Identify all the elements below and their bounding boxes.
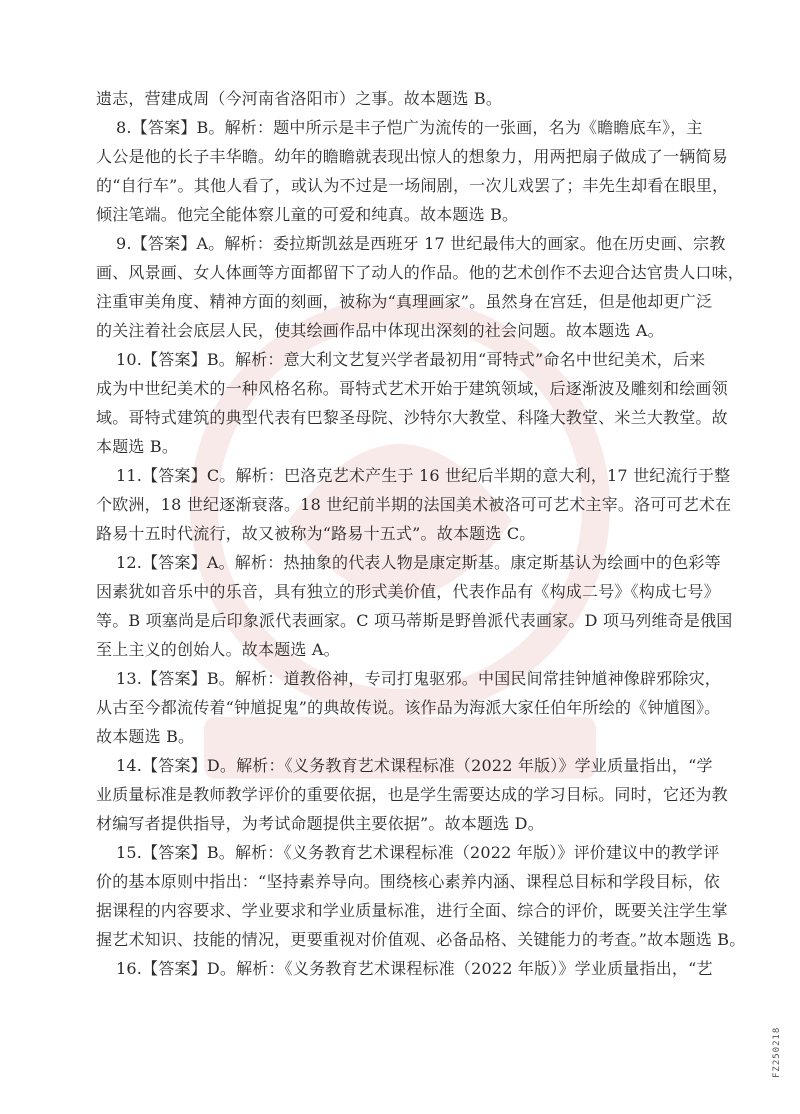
text-line: 故本题选 B。 (96, 727, 195, 746)
question-answer-start-line: 8.【答案】B。解析：题中所示是丰子恺广为流传的一张画，名为《瞻瞻底车》，主 (116, 118, 703, 137)
text-line: 的关注着社会底层人民，使其绘画作品中体现出深刻的社会问题。故本题选 A。 (96, 321, 664, 340)
text-line: 遗志，营建成周（今河南省洛阳市）之事。故本题选 B。 (96, 89, 503, 108)
text-line: 至上主义的创始人。故本题选 A。 (96, 640, 340, 659)
text-line: 倾注笔端。他完全能体察儿童的可爱和纯真。故本题选 B。 (96, 205, 519, 224)
text-line: 从古至今都流传着“钟馗捉鬼”的典故传说。该作品为海派大家任伯年所绘的《钟馗图》。 (96, 698, 721, 717)
text-line: 握艺术知识、技能的情况，更要重视对价值观、必备品格、关键能力的考查。”故本题选 B。 (96, 930, 746, 949)
text-line: 域。哥特式建筑的典型代表有巴黎圣母院、沙特尔大教堂、科隆大教堂、米兰大教堂。故 (96, 408, 728, 427)
answer-explanations (96, 84, 746, 983)
question-answer-start-line: 15.【答案】B。解析：《义务教育艺术课程标准（2022 年版）》评价建议中的教学评 (116, 843, 720, 862)
question-answer-start-line: 13.【答案】B。解析：道教俗神，专司打鬼驱邪。中国民间常挂钟馗神像辟邪除灾， (116, 669, 722, 688)
question-answer-start-line: 10.【答案】B。解析：意大利文艺复兴学者最初用“哥特式”命名中世纪美术，后来 (116, 350, 706, 369)
question-answer-start-line: 12.【答案】A。解析：热抽象的代表人物是康定斯基。康定斯基认为绘画中的色彩等 (116, 553, 721, 572)
text-line: 路易十五时代流行，故又被称为“路易十五式”。故本题选 C。 (96, 524, 536, 543)
text-line: 个欧洲，18 世纪逐渐衰落。18 世纪前半期的法国美术被洛可可艺术主宰。洛可可艺术在 (96, 495, 732, 514)
question-answer-start-line: 14.【答案】D。解析：《义务教育艺术课程标准（2022 年版）》学业质量指出，“学 (116, 756, 713, 775)
text-line: 画、风景画、女人体画等方面都留下了动人的作品。他的艺术创作不去迎合达官贵人口味， (96, 263, 745, 282)
text-line: 本题选 B。 (96, 437, 179, 456)
text-line: 等。B 项塞尚是后印象派代表画家。C 项马蒂斯是野兽派代表画家。D 项马列维奇是俄国 (96, 611, 733, 630)
text-line: 材编写者提供指导，为考试命题提供主要依据”。故本题选 D。 (96, 814, 544, 833)
question-answer-start-line: 11.【答案】C。解析：巴洛克艺术产生于 16 世纪后半期的意大利，17 世纪流行于整 (116, 466, 731, 485)
text-line: 成为中世纪美术的一种风格名称。哥特式艺术开始于建筑领域，后逐渐波及雕刻和绘画领 (96, 379, 728, 398)
text-line: 业质量标准是教师教学评价的重要依据，也是学生需要达成的学习目标。同时，它还为教 (96, 785, 728, 804)
text-line: 的“自行车”。其他人看了，或认为不过是一场闹剧，一次儿戏罢了；丰先生却看在眼里， (96, 176, 729, 195)
text-line: 价的基本原则中指出：“坚持素养导向。围绕核心素养内涵、课程总目标和学段目标，依 (96, 872, 720, 891)
text-line: 因素犹如音乐中的乐音，具有独立的形式美价值，代表作品有《构成二号》《构成七号》 (96, 582, 720, 601)
text-line: 据课程的内容要求、学业要求和学业质量标准，进行全面、综合的评价，既要关注学生掌 (96, 901, 728, 920)
question-answer-start-line: 16.【答案】D。解析：《义务教育艺术课程标准（2022 年版）》学业质量指出，“艺 (116, 959, 713, 978)
side-document-code: FZ250218 (772, 1026, 782, 1078)
text-line: 人公是他的长子丰华瞻。幼年的瞻瞻就表现出惊人的想象力，用两把扇子做成了一辆简易 (96, 147, 728, 166)
text-line: 注重审美角度、精神方面的刻画，被称为“真理画家”。虽然身在宫廷，但是他却更广泛 (96, 292, 713, 311)
question-answer-start-line: 9.【答案】A。解析：委拉斯凯兹是西班牙 17 世纪最伟大的画家。他在历史画、宗教 (116, 234, 726, 253)
